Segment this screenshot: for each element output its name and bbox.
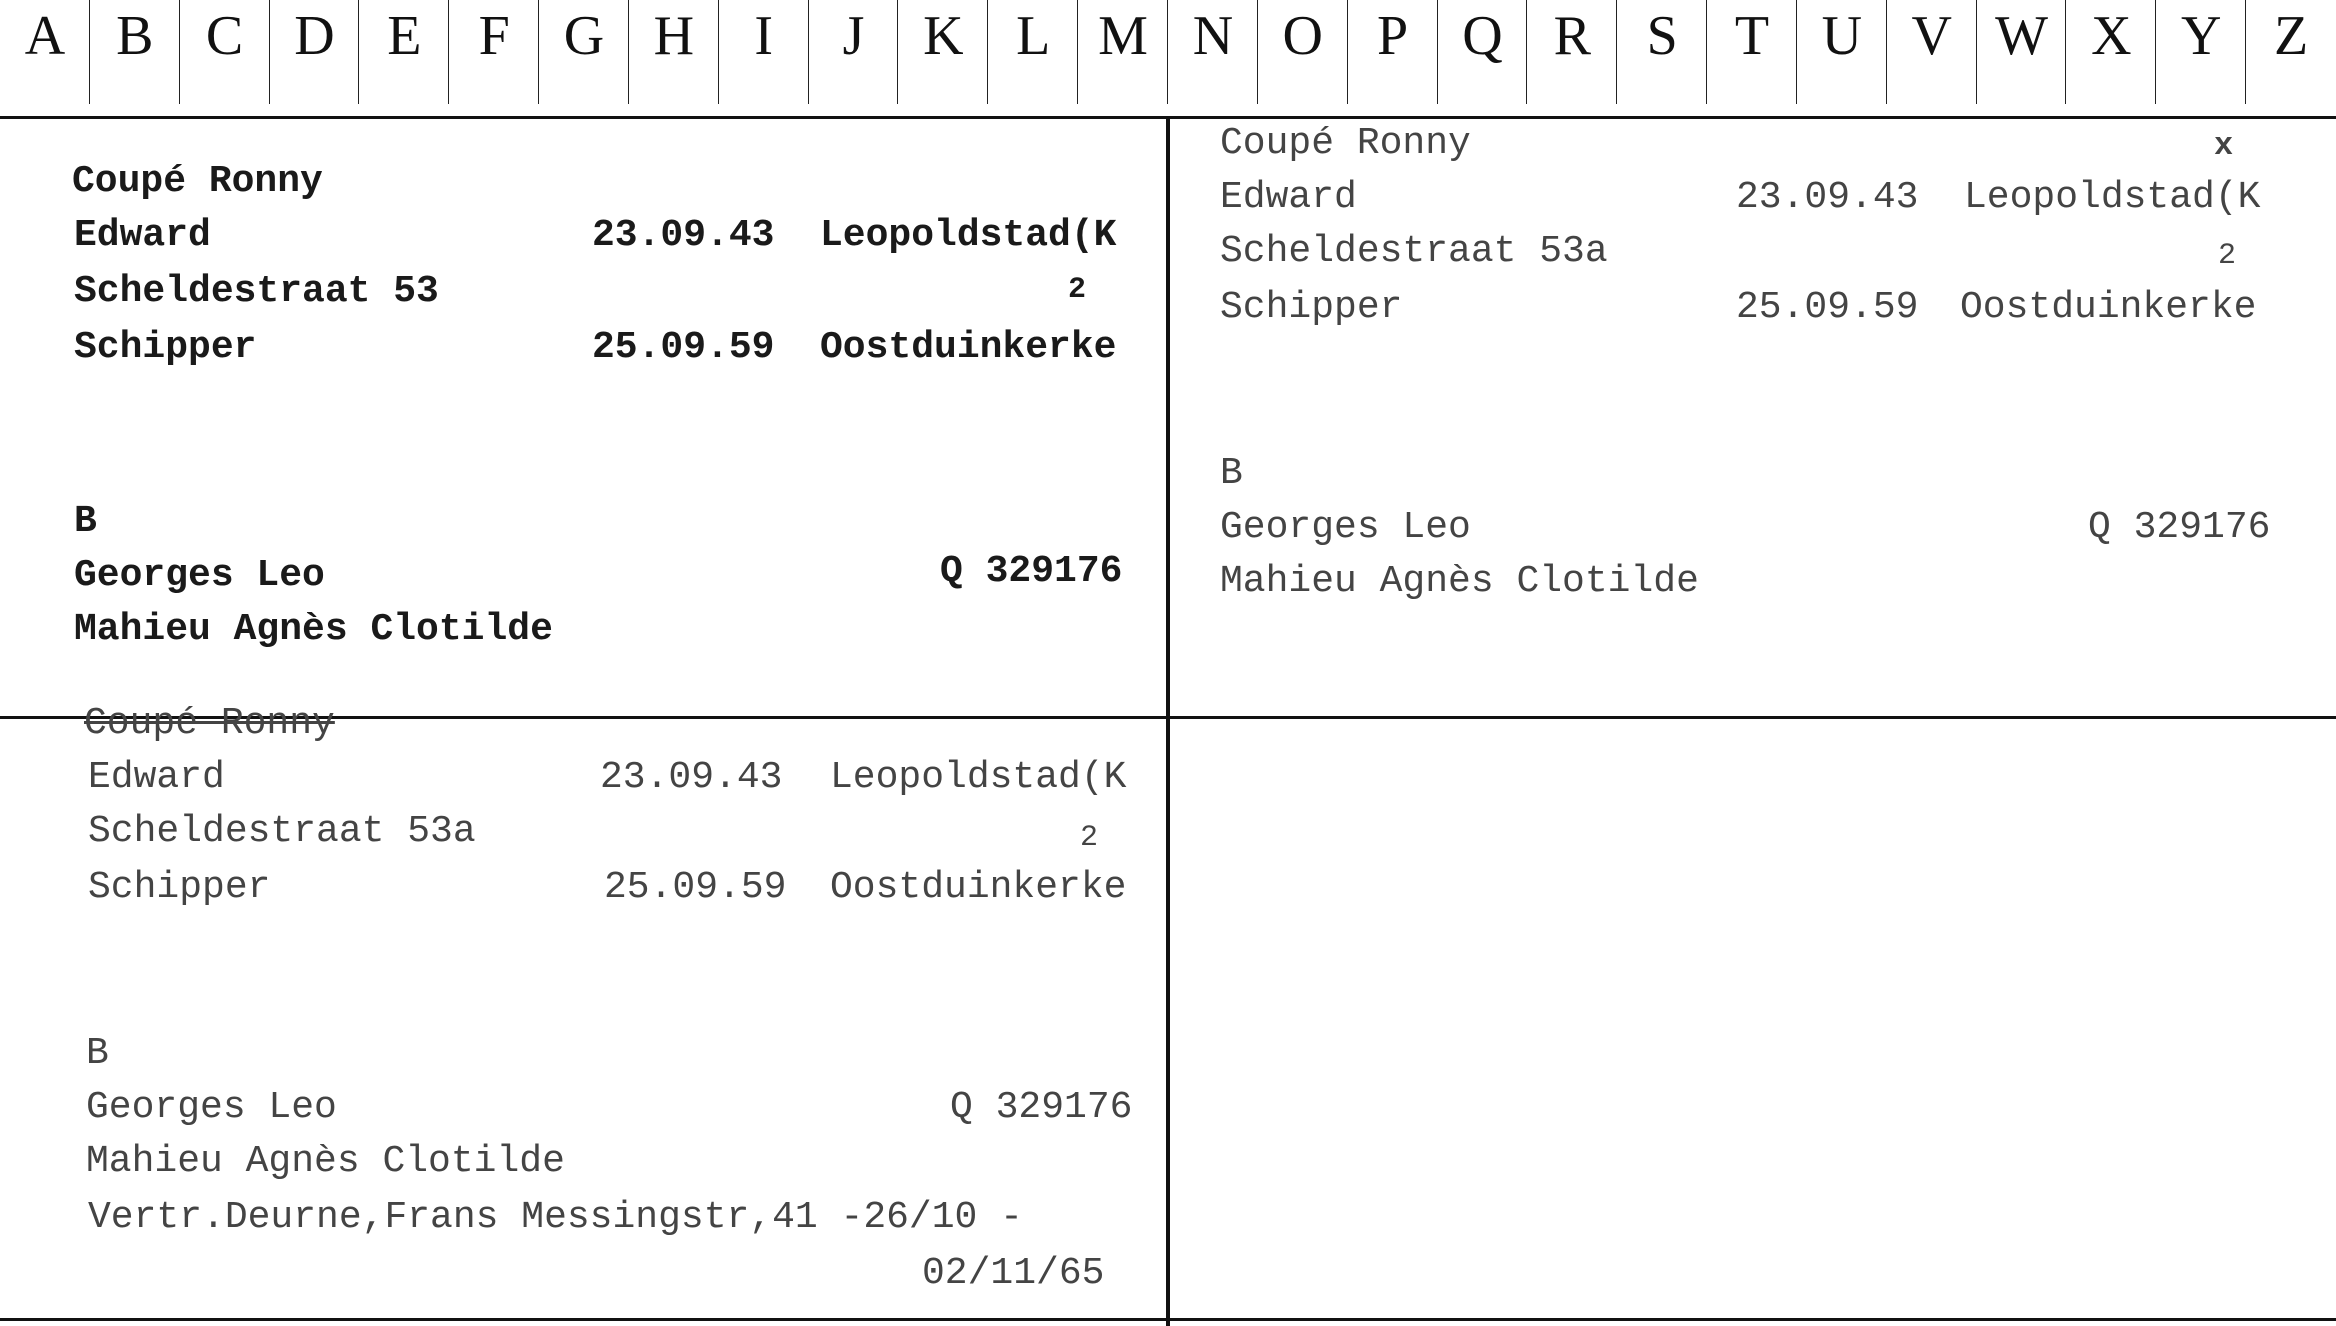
card-mark: 2 bbox=[2218, 239, 2237, 273]
alphabet-letter-label: L bbox=[1016, 5, 1051, 67]
card-category: B bbox=[74, 500, 97, 543]
card-name: Coupé Ronny bbox=[84, 702, 335, 745]
alphabet-letter-v bbox=[1887, 0, 1977, 116]
card-document-number: Q 329176 bbox=[940, 550, 1123, 593]
alphabet-letter-i bbox=[719, 0, 809, 116]
card-firstname: Edward bbox=[74, 214, 211, 257]
card-birth-place: Leopoldstad(K bbox=[830, 756, 1127, 799]
card-name: Coupé Ronny bbox=[1220, 122, 1471, 165]
card-birth-date: 23.09.43 bbox=[592, 214, 775, 257]
alphabet-letter-label: A bbox=[24, 5, 66, 67]
alphabet-letter-label: B bbox=[116, 5, 154, 67]
alphabet-letter-h bbox=[629, 0, 719, 116]
alphabet-letter-f bbox=[449, 0, 539, 116]
alphabet-letter-label: N bbox=[1192, 5, 1234, 67]
alphabet-letter-label: F bbox=[478, 5, 510, 67]
card-registration-place: Oostduinkerke bbox=[830, 866, 1127, 909]
card-registration-place: Oostduinkerke bbox=[820, 326, 1117, 369]
alphabet-letter-g bbox=[539, 0, 629, 116]
card-birth-place: Leopoldstad(K bbox=[1964, 176, 2261, 219]
alphabet-letter-label: Z bbox=[2273, 5, 2309, 67]
alphabet-letter-m bbox=[1078, 0, 1168, 116]
alphabet-letter-label: J bbox=[842, 5, 865, 67]
alphabet-letter-label: I bbox=[754, 5, 774, 67]
card-document-number: Q 329176 bbox=[950, 1086, 1133, 1129]
alphabet-letter-l bbox=[988, 0, 1078, 116]
alphabet-letter-x bbox=[2066, 0, 2156, 116]
alphabet-letter-label: R bbox=[1553, 5, 1591, 67]
card-departure-note: Vertr.Deurne,Frans Messingstr,41 -26/10 - bbox=[88, 1196, 1023, 1239]
alphabet-letter-n bbox=[1168, 0, 1258, 116]
card-birth-place: Leopoldstad(K bbox=[820, 214, 1117, 257]
card-registration-place: Oostduinkerke bbox=[1960, 286, 2257, 329]
alphabet-letter-label: P bbox=[1377, 5, 1409, 67]
alphabet-letter-z bbox=[2246, 0, 2336, 116]
alphabet-letter-a bbox=[0, 0, 90, 116]
alphabet-letter-q bbox=[1438, 0, 1528, 116]
card-address: Scheldestraat 53a bbox=[1220, 230, 1608, 273]
bottom-border-line bbox=[0, 1318, 2336, 1321]
alphabet-letter-r bbox=[1527, 0, 1617, 116]
card-father: Georges Leo bbox=[86, 1086, 337, 1129]
alphabet-letter-o bbox=[1258, 0, 1348, 116]
card-name: Coupé Ronny bbox=[72, 160, 323, 203]
alphabet-letter-label: T bbox=[1734, 5, 1770, 67]
alphabet-letter-label: S bbox=[1646, 5, 1678, 67]
card-mother: Mahieu Agnès Clotilde bbox=[1220, 560, 1699, 603]
card-registration-date: 25.09.59 bbox=[592, 326, 775, 369]
alphabet-letter-label: Y bbox=[2180, 5, 2222, 67]
card-category: B bbox=[1220, 452, 1243, 495]
alphabet-letter-label: G bbox=[563, 5, 605, 67]
card-address: Scheldestraat 53 bbox=[74, 270, 439, 313]
alphabet-letter-d bbox=[270, 0, 360, 116]
card-firstname: Edward bbox=[88, 756, 225, 799]
alphabet-letter-c bbox=[180, 0, 270, 116]
alphabet-letter-label: C bbox=[205, 5, 244, 67]
card-departure-date: 02/11/65 bbox=[922, 1252, 1105, 1295]
card-mother: Mahieu Agnès Clotilde bbox=[74, 608, 553, 651]
alphabet-letter-label: X bbox=[2091, 5, 2132, 67]
alphabet-letter-j bbox=[809, 0, 899, 116]
card-top-left bbox=[0, 118, 1166, 716]
card-firstname: Edward bbox=[1220, 176, 1357, 219]
card-registration-date: 25.09.59 bbox=[604, 866, 787, 909]
alphabet-letter-label: D bbox=[294, 5, 335, 67]
alphabet-letter-label: H bbox=[653, 5, 695, 67]
card-mark: 2 bbox=[1068, 273, 1087, 307]
card-registration-date: 25.09.59 bbox=[1736, 286, 1919, 329]
card-occupation: Schipper bbox=[1220, 286, 1403, 329]
alphabet-letter-label: M bbox=[1098, 5, 1148, 67]
alphabet-letter-label: O bbox=[1282, 5, 1323, 67]
card-category: B bbox=[86, 1032, 109, 1075]
alphabet-letter-s bbox=[1617, 0, 1707, 116]
alphabet-letter-u bbox=[1797, 0, 1887, 116]
alphabet-letter-k bbox=[898, 0, 988, 116]
card-bottom-left bbox=[0, 702, 1166, 1318]
alphabet-letter-label: W bbox=[1995, 5, 2048, 67]
card-birth-date: 23.09.43 bbox=[600, 756, 783, 799]
alphabet-letter-label: E bbox=[387, 5, 422, 67]
card-father: Georges Leo bbox=[1220, 506, 1471, 549]
alphabet-index-strip bbox=[0, 0, 2336, 119]
alphabet-letter-label: V bbox=[1911, 5, 1952, 67]
alphabet-letter-label: U bbox=[1821, 5, 1863, 67]
card-father: Georges Leo bbox=[74, 554, 325, 597]
alphabet-letter-e bbox=[359, 0, 449, 116]
alphabet-letter-y bbox=[2156, 0, 2246, 116]
card-corner-mark: x bbox=[2214, 127, 2234, 164]
card-top-right bbox=[1170, 118, 2336, 716]
card-occupation: Schipper bbox=[88, 866, 271, 909]
alphabet-letter-label: Q bbox=[1462, 5, 1503, 67]
alphabet-letter-t bbox=[1707, 0, 1797, 116]
card-document-number: Q 329176 bbox=[2088, 506, 2271, 549]
card-birth-date: 23.09.43 bbox=[1736, 176, 1919, 219]
card-bottom-right-empty bbox=[1170, 720, 2336, 1318]
alphabet-letter-w bbox=[1977, 0, 2067, 116]
alphabet-letter-p bbox=[1348, 0, 1438, 116]
alphabet-letter-label: K bbox=[923, 5, 964, 67]
card-mother: Mahieu Agnès Clotilde bbox=[86, 1140, 565, 1183]
alphabet-letter-b bbox=[90, 0, 180, 116]
card-occupation: Schipper bbox=[74, 326, 257, 369]
card-mark: 2 bbox=[1080, 821, 1099, 855]
card-address: Scheldestraat 53a bbox=[88, 810, 476, 853]
horizontal-divider-right bbox=[1170, 716, 2336, 719]
